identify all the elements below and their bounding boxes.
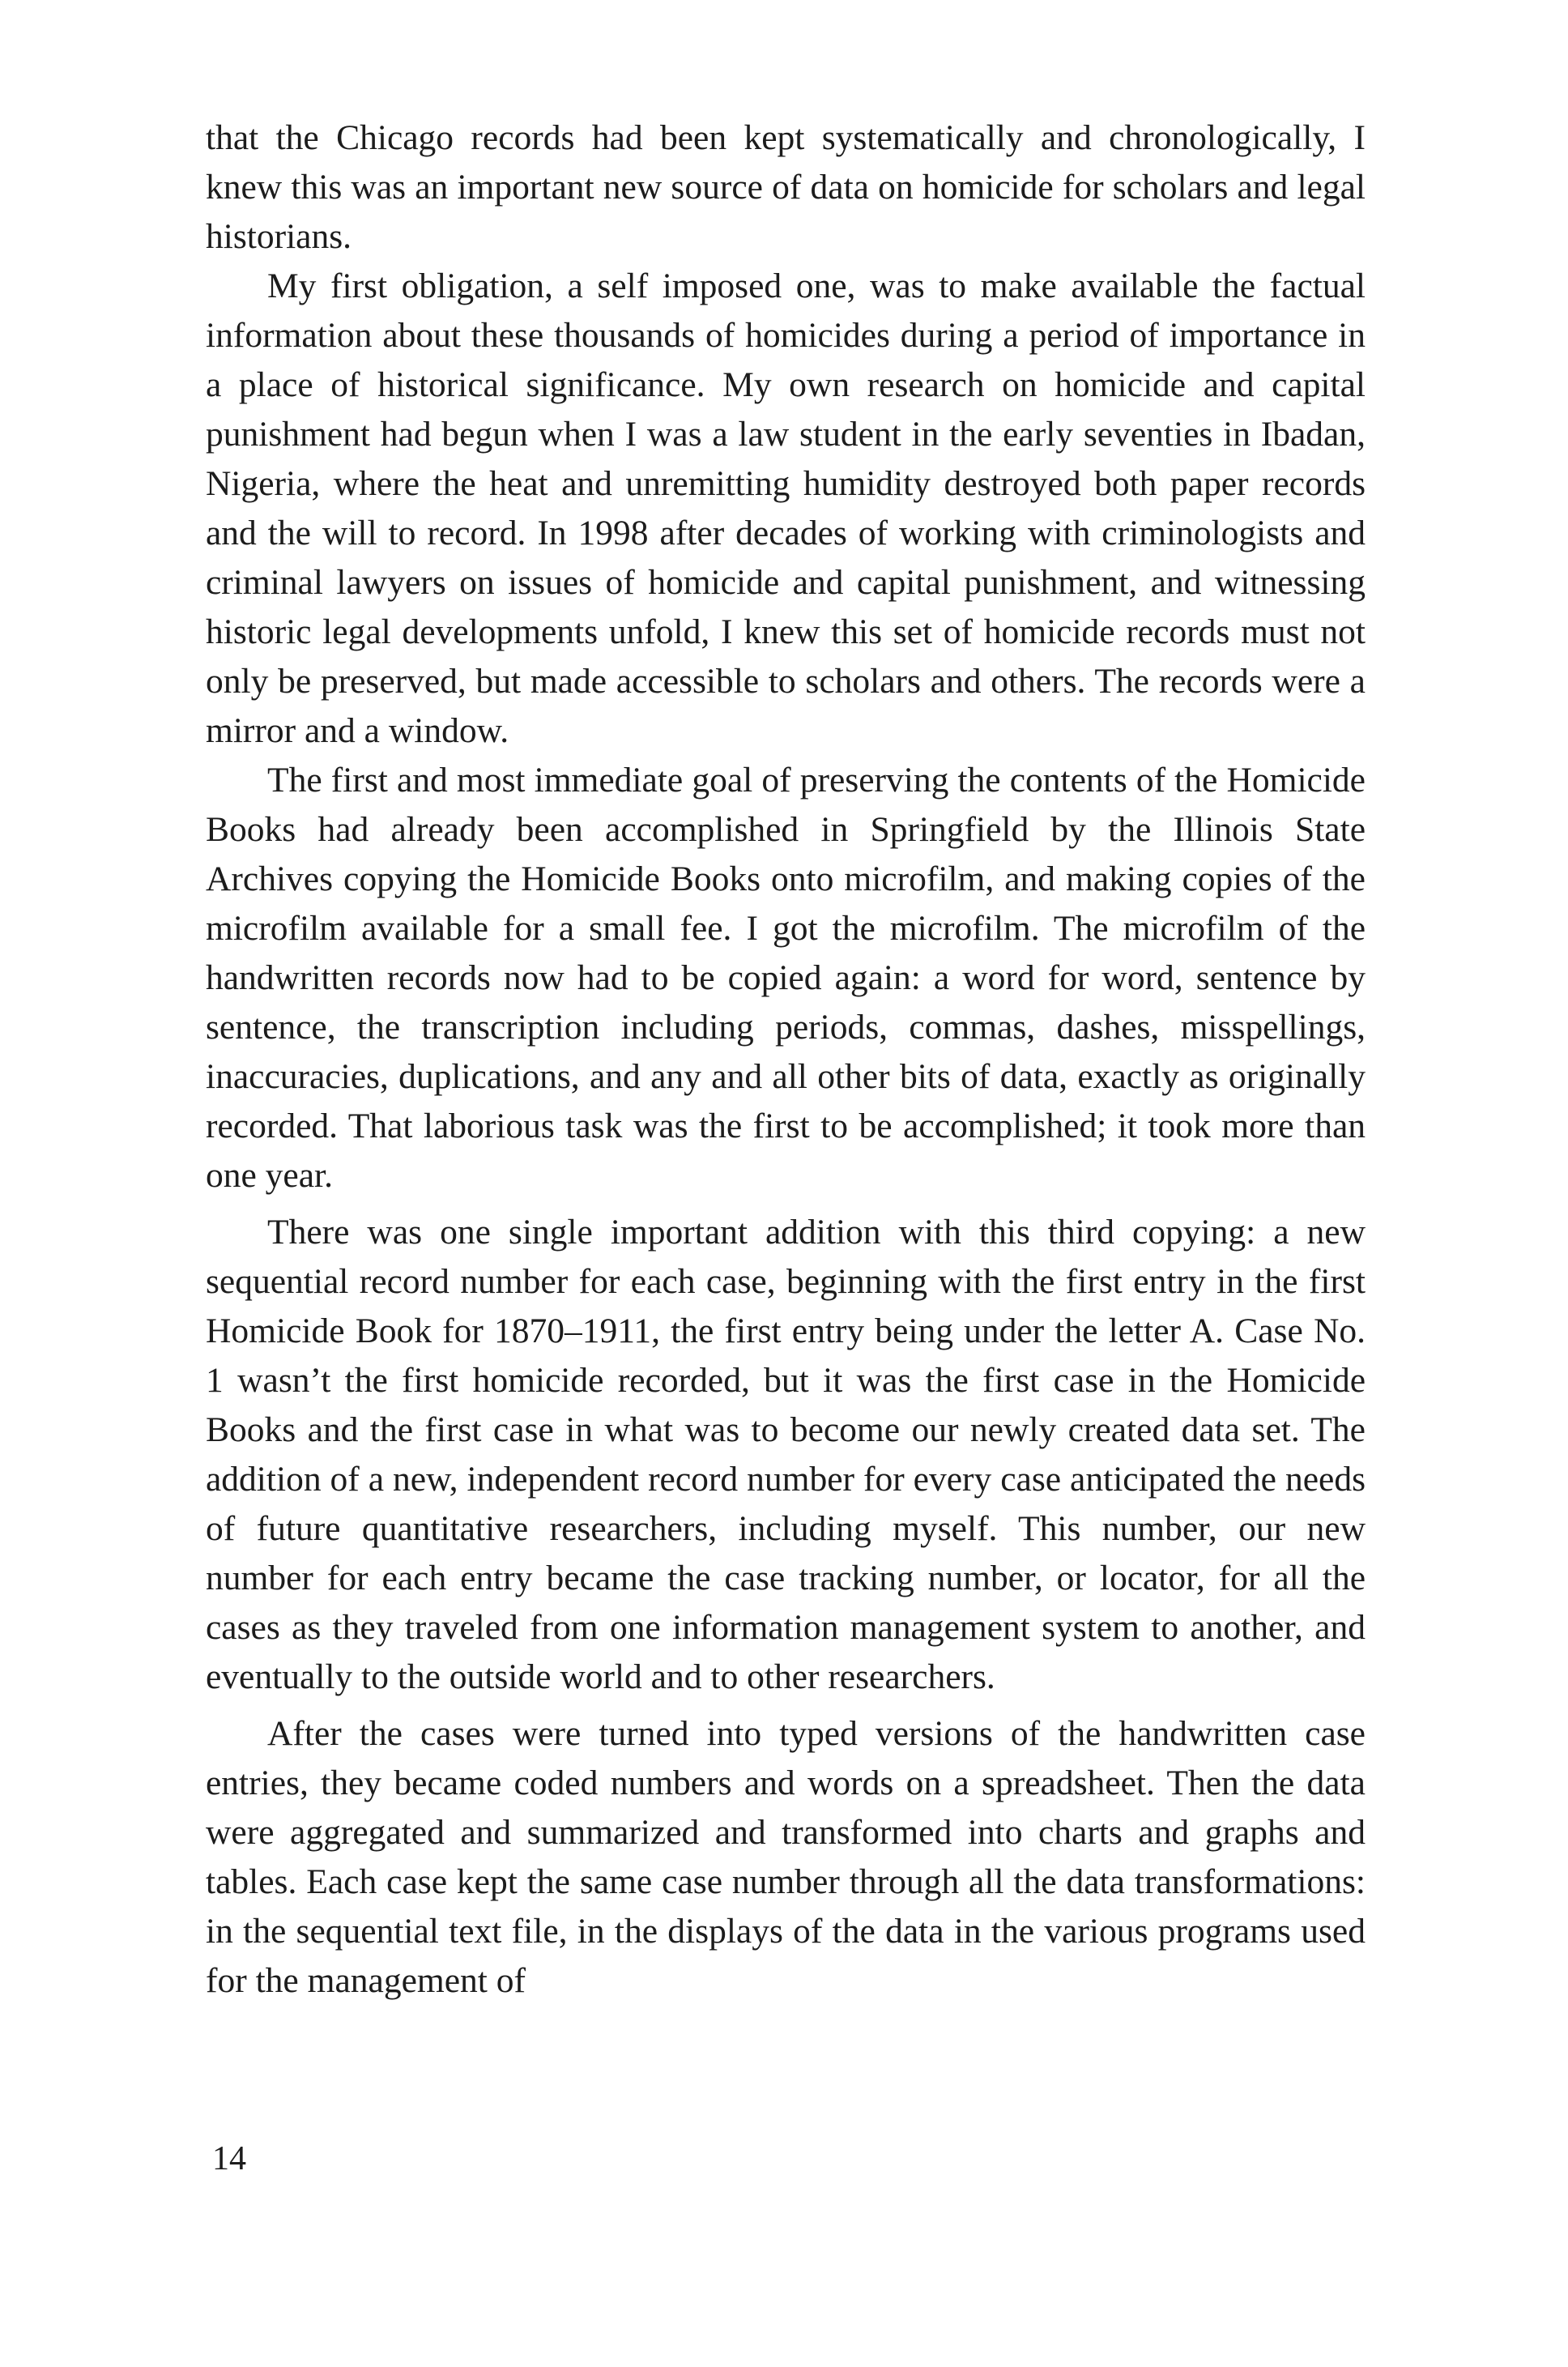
paragraph-typed-versions: After the cases were turned into typed versions of the handwritten case entries, they became coded numbers and words on a spreadsheet. Then the data were aggregated and summarized and transformed into charts and graphs and tables. Each case kept the same case number through all the data transformations: in the sequential text file, in the displays of the data in the various programs used for the management of (206, 1714, 1366, 2000)
page-number: 14 (212, 2140, 246, 2177)
paragraph-first-obligation: My first obligation, a self imposed one, was to make available the factual information about these thousands of homicides during a period of importance in a place of historical significance. My own research on homicide and capital punishment had begun when I was a law student in the early seventies in Ibadan, Nigeria, where the heat and unremitting humidity destroyed both paper records and the will to record. In 1998 after decades of working with criminologists and criminal lawyers on issues of homicide and capital punishment, and witnessing historic legal developments unfold, I knew this set of homicide records must not only be preserved, but made accessible to scholars and others. The records were a mirror and a window. (206, 267, 1366, 750)
body-text (206, 113, 1366, 2006)
paragraph-continuation: that the Chicago records had been kept systematically and chronologically, I knew this was an important new source of data on homicide for scholars and legal historians. (206, 118, 1366, 256)
paragraph-preserving-contents: The first and most immediate goal of preserving the contents of the Homicide Books had already been accomplished in Springfield by the Illinois State Archives copying the Homicide Books onto microfilm, and making copies of the microfilm available for a small fee. I got the microfilm. The microfilm of the handwritten records now had to be copied again: a word for word, sentence by sentence, the transcription including periods, commas, dashes, misspellings, inaccuracies, duplications, and any and all other bits of data, exactly as originally recorded. That laborious task was the first to be accomplished; it took more than one year. (206, 761, 1366, 1195)
paragraph-sequential-record-number: There was one single important addition with this third copying: a new sequential record number for each case, beginning with the first entry in the first Homicide Book for 1870–1911, the first entry being under the letter A. Case No. 1 wasn’t the first homicide recorded, but it was the first case in the Homicide Books and the first case in what was to become our newly created data set. The addition of a new, independent record number for every case anticipated the needs of future quantitative researchers, including myself. This number, our new number for each entry became the case tracking number, or locator, for all the cases as they traveled from one information management system to another, and eventually to the outside world and to other researchers. (206, 1213, 1366, 1696)
